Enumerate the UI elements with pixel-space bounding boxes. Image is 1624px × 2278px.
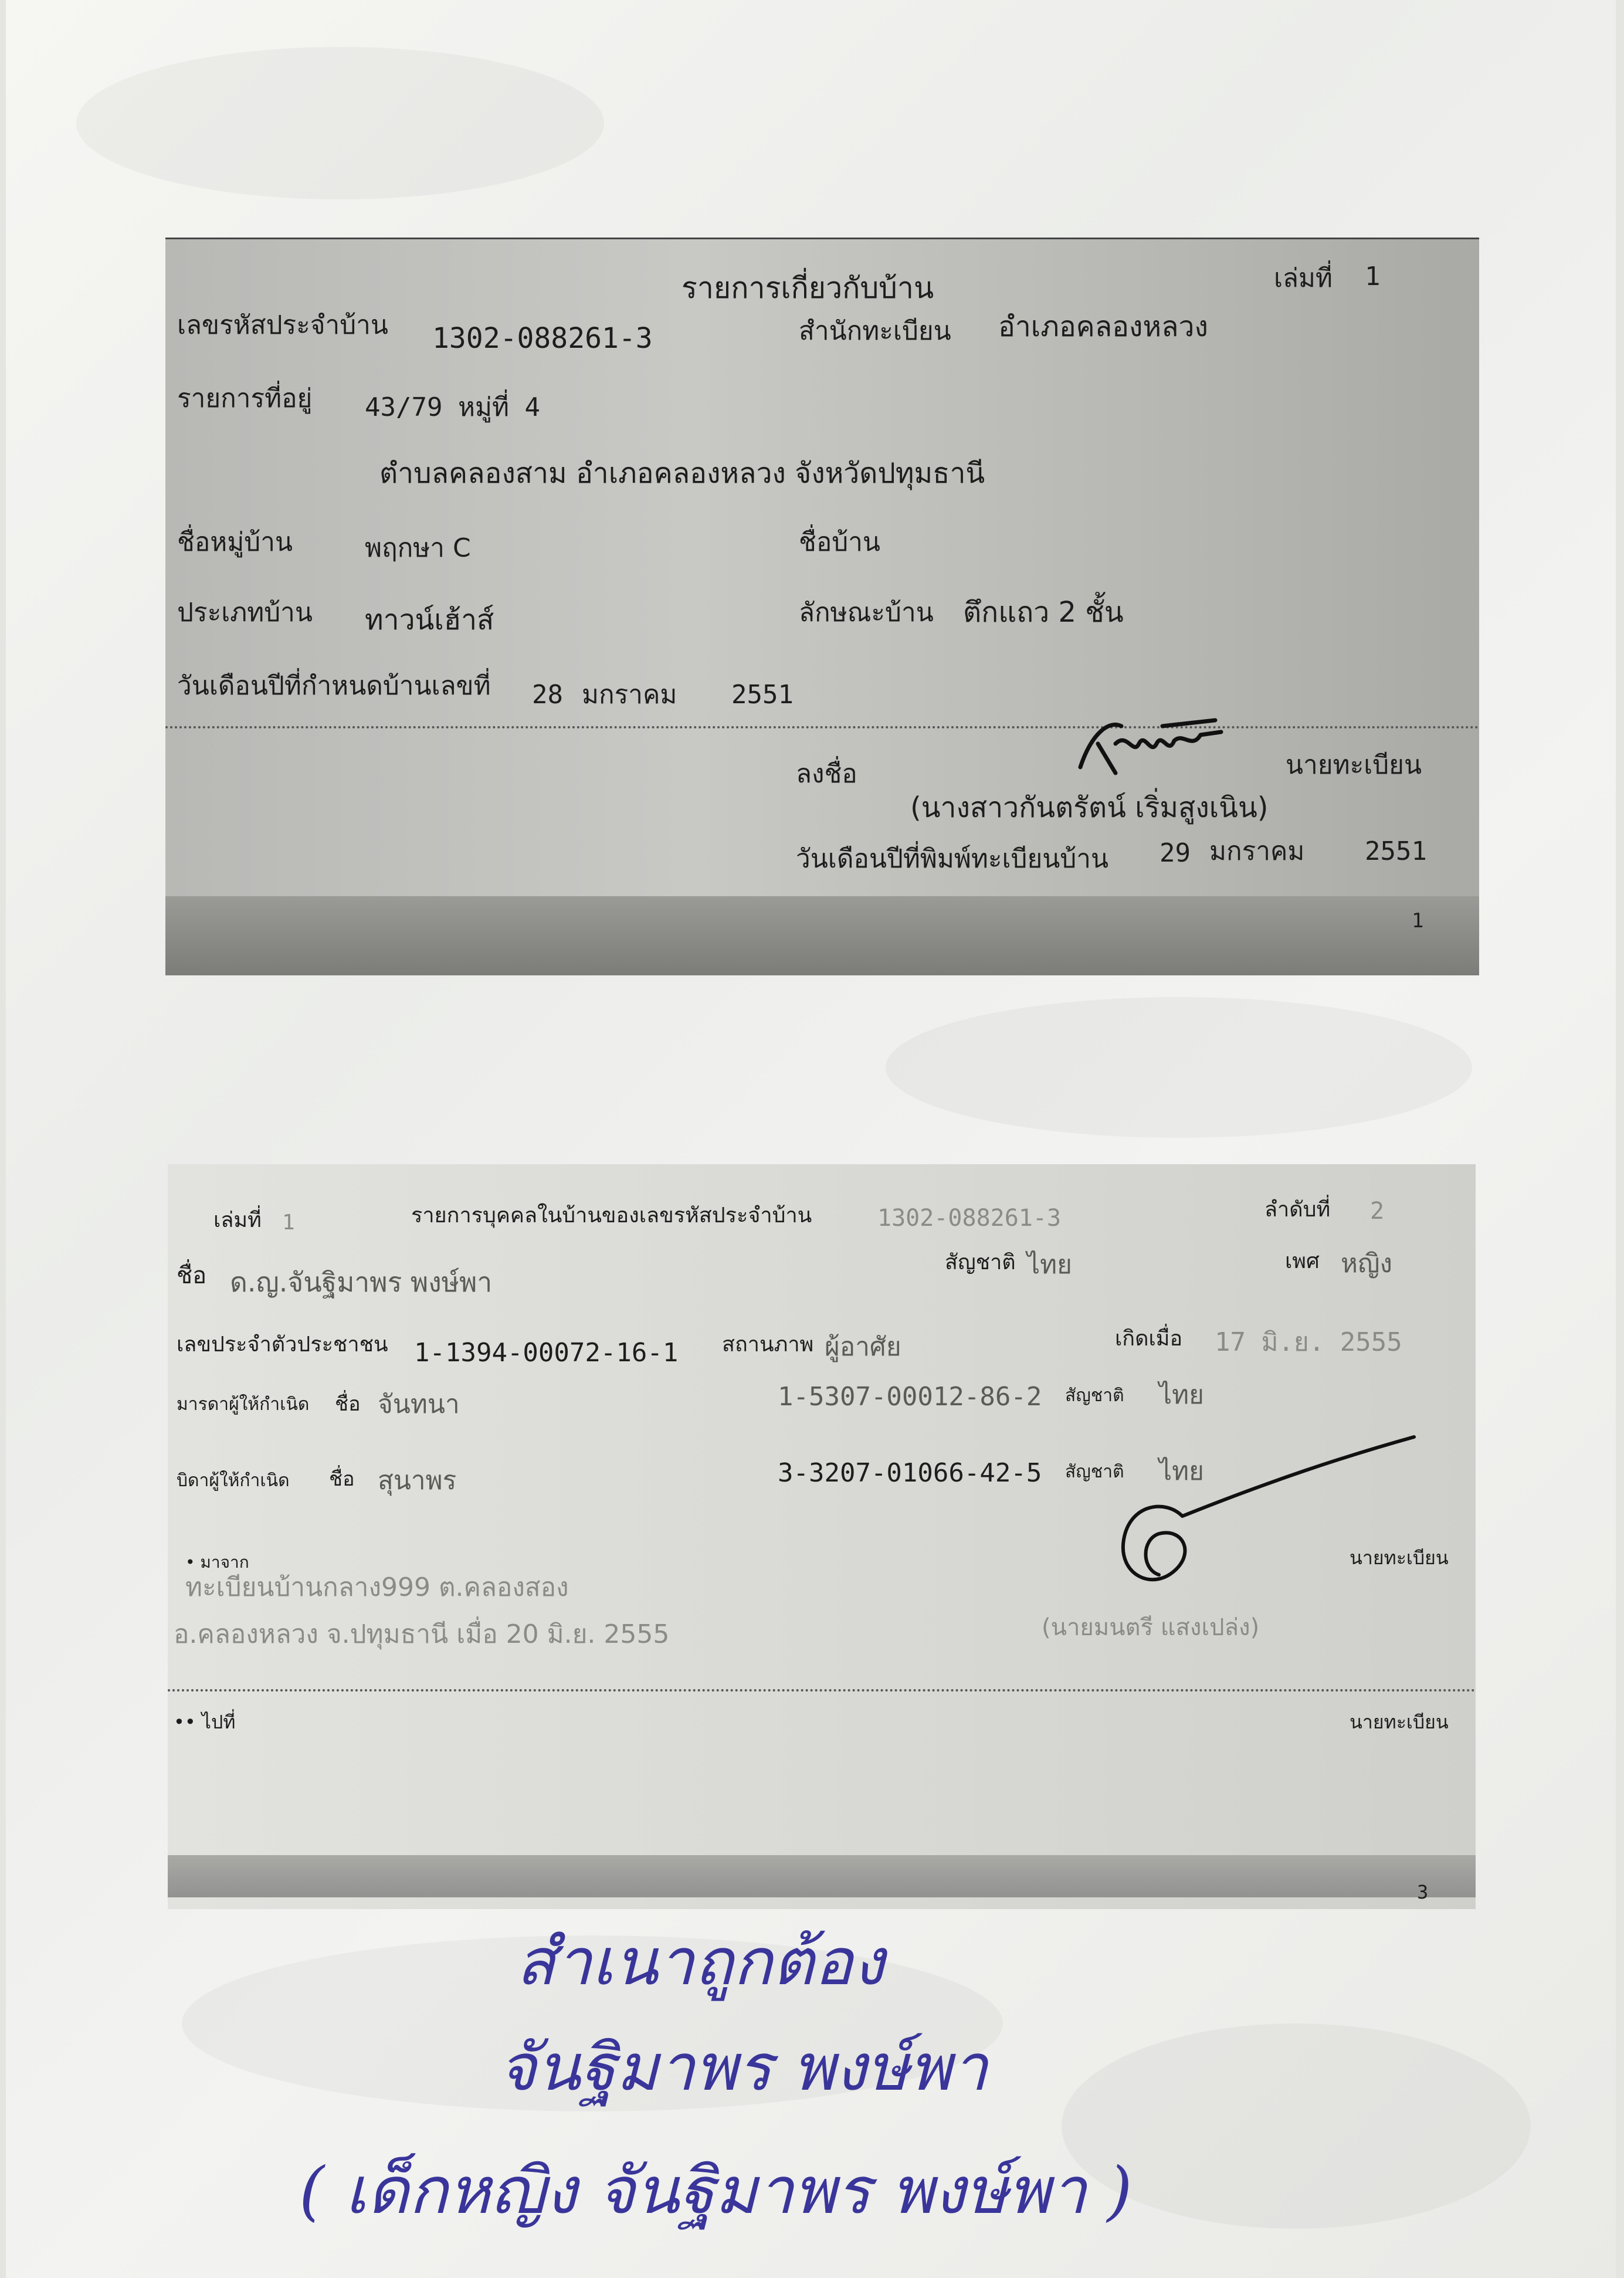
registry-office: อำเภอคลองหลวง [998, 310, 1208, 343]
registrar-label: นายทะเบียน [1286, 750, 1422, 780]
house-record-panel [165, 238, 1479, 975]
person-registrar-name: (นายมนตรี แสงเปล่ง) [1042, 1614, 1260, 1641]
handwritten-full-name: ( เด็กหญิง จันฐิมาพร พงษ์พา ) [299, 2153, 1133, 2228]
mother-id: 1-5307-00012-86-2 [778, 1382, 1042, 1412]
registrar-signature [1074, 709, 1227, 785]
address-line-2: ตำบลคลองสาม อำเภอคลองหลวง จังหวัดปทุมธานี [379, 457, 985, 490]
house-style: ตึกแถว 2 ชั้น [963, 596, 1124, 629]
person-record-panel [168, 1164, 1476, 1909]
sex-label: เพศ [1285, 1249, 1320, 1273]
handwritten-signature-name: จันฐิมาพร พงษ์พา [499, 2030, 988, 2105]
page-number: 1 [1412, 909, 1424, 933]
print-date-day: 29 [1159, 838, 1191, 868]
father-name: สุนาพร [378, 1466, 457, 1496]
name-label: ชื่อ [177, 1262, 207, 1289]
father-label: บิดาผู้ให้กำเนิด [177, 1470, 290, 1491]
status-value: ผู้อาศัย [825, 1332, 901, 1362]
house-style-label: ลักษณะบ้าน [799, 598, 934, 628]
print-date-year: 2551 [1365, 836, 1427, 866]
mother-name-label: ชื่อ [335, 1392, 361, 1416]
person-record-title: รายการบุคคลในบ้านของเลขรหัสประจำบ้าน [411, 1204, 812, 1228]
order-label: ลำดับที่ [1264, 1198, 1331, 1222]
address-line-1: 43/79 หมู่ที่ 4 [365, 392, 540, 422]
person-registrar-label: นายทะเบียน [1350, 1547, 1449, 1569]
sign-label: ลงชื่อ [796, 759, 857, 789]
mother-nationality-label: สัญชาติ [1065, 1385, 1124, 1406]
person-page-number: 3 [1417, 1881, 1429, 1903]
mother-nationality: ไทย [1159, 1380, 1204, 1410]
status-label: สถานภาพ [722, 1333, 814, 1357]
father-nationality: ไทย [1159, 1456, 1204, 1486]
assigned-date-label: วันเดือนปีที่กำหนดบ้านเลขที่ [177, 671, 491, 701]
registrar-name: (นางสาวกันตรัตน์ เริ่มสูงเนิน) [910, 791, 1269, 824]
from-line-1: ทะเบียนบ้านกลาง999 ต.คลองสอง [185, 1572, 569, 1602]
sex-value: หญิง [1341, 1249, 1392, 1279]
house-code: 1302-088261-3 [432, 322, 653, 355]
national-id: 1-1394-00072-16-1 [414, 1338, 679, 1368]
race-label: สัญชาติ [945, 1250, 1016, 1274]
handwritten-certified-copy: สำเนาถูกต้อง [516, 1924, 884, 1999]
assigned-date-day: 28 [532, 680, 563, 710]
mother-name: จันทนา [378, 1389, 460, 1419]
registrar-signature-2 [1094, 1434, 1423, 1610]
person-registrar2-label: นายทะเบียน [1350, 1711, 1449, 1733]
father-name-label: ชื่อ [329, 1467, 355, 1491]
house-name-label: ชื่อบ้าน [799, 527, 881, 557]
dotted-separator [165, 726, 1479, 728]
registry-office-label: สำนักทะเบียน [799, 316, 951, 346]
person-house-code: 1302-088261-3 [877, 1205, 1062, 1232]
house-code-label: เลขรหัสประจำบ้าน [177, 310, 388, 340]
moved-to-label: •• ไปที่ [174, 1711, 236, 1733]
order-number: 2 [1370, 1198, 1385, 1225]
birth-label: เกิดเมื่อ [1115, 1327, 1183, 1351]
person-dotted-separator [168, 1689, 1476, 1691]
house-record-title: รายการเกี่ยวกับบ้าน [682, 271, 934, 305]
village-name: พฤกษา C [365, 533, 471, 563]
footer-band [165, 896, 1479, 975]
from-line-2: อ.คลองหลวง จ.ปทุมธานี เมื่อ 20 มิ.ย. 2555 [174, 1619, 670, 1649]
photocopy-page [6, 0, 1616, 2278]
assigned-date-month: มกราคม [582, 680, 677, 710]
father-id: 3-3207-01066-42-5 [778, 1458, 1042, 1488]
mother-label: มารดาผู้ให้กำเนิด [177, 1394, 310, 1415]
person-name: ด.ญ.จันฐิมาพร พงษ์พา [230, 1266, 493, 1298]
birth-date: 17 มิ.ย. 2555 [1215, 1327, 1402, 1357]
person-footer-band [168, 1855, 1476, 1897]
house-type-label: ประเภทบ้าน [177, 598, 313, 628]
father-nationality-label: สัญชาติ [1065, 1462, 1124, 1482]
print-date-month: มกราคม [1209, 836, 1305, 866]
assigned-date-year: 2551 [731, 680, 794, 710]
volume-number: 1 [1365, 262, 1381, 291]
from-label: • มาจาก [185, 1552, 249, 1572]
print-date-label: วันเดือนปีที่พิมพ์ทะเบียนบ้าน [796, 844, 1109, 874]
address-label: รายการที่อยู่ [177, 384, 313, 413]
race-value: ไทย [1027, 1250, 1072, 1280]
volume-label: เล่มที่ [1274, 263, 1333, 293]
person-volume-label: เล่มที่ [213, 1208, 262, 1232]
person-volume-number: 1 [282, 1211, 295, 1235]
house-type: ทาวน์เฮ้าส์ [365, 604, 494, 636]
id-label: เลขประจำตัวประชาชน [177, 1333, 388, 1357]
village-label: ชื่อหมู่บ้าน [177, 527, 293, 557]
